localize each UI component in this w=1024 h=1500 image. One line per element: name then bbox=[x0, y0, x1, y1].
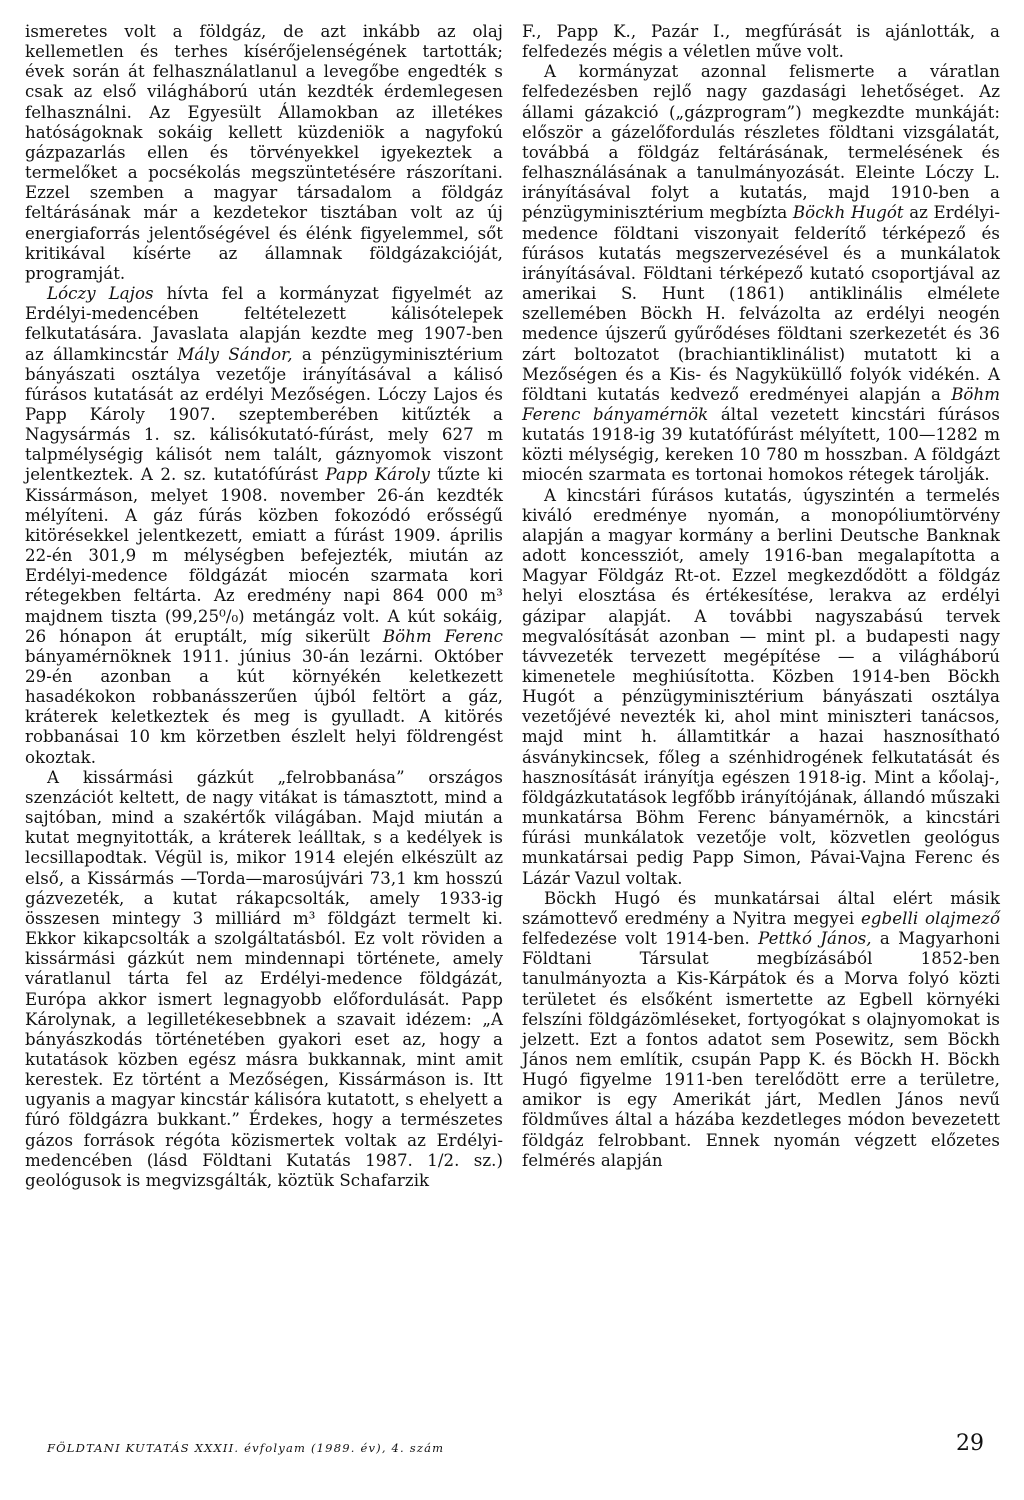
left-p1-text: ismeretes volt a földgáz, de azt inkább az olaj kellemetlen és terhes kísérőjelenségének tartották; évek során át felhasználatlanul a levegőbe engedték s csak az első világháború után kezdték érdemlegesen felhasználni. Az Egyesült Államokban az illetékes hatóságoknak sokáig kellett küzdeniök a nagyfokú gázpazarlás ellen és törvényekkel igyekeztek a termelőket a pocsékolás megszüntetésére rászorítani. Ezzel szemben a magyar társadalom a földgáz feltárásának már a kezdetekor tisztában volt az új energiaforrás jelentőségével és élénk figyelemmel, sőt kritikával kísérte az államnak földgázakcióját, programját. bbox=[25, 22, 503, 283]
page-number: 29 bbox=[956, 1431, 984, 1456]
right-p4-text-b: felfedezése volt 1914-ben. bbox=[522, 929, 759, 949]
footer-journal: FÖLDTANI KUTATÁS XXXII. évfolyam (1989. év), 4. szám bbox=[47, 1441, 445, 1455]
name-pettko-janos: Pettkó János, bbox=[758, 929, 872, 949]
right-paragraph-4 bbox=[522, 889, 1000, 1171]
name-bohm: Böhm Ferenc bbox=[382, 626, 503, 646]
left-p2-text-c: tűzte ki Kissármáson, melyet 1908. november 26-án kezdték mélyíteni. A gáz fúrás közben fokozódó erősségű kitörésekkel jelentkezett, emiatt a fúrást 1909. április 22-én 301,9 m mélységben befejezték, miután az Erdélyi-medence földgázát miocén szarmata kori rétegekben feltárta. Az eredmény napi 864 000 m³ majdnem tiszta (99,25⁰/₀) metángáz volt. A kút sokáig, 26 hónapon át eruptált, míg sikerült bbox=[25, 465, 503, 646]
right-paragraph-1 bbox=[522, 22, 1000, 62]
name-bohm-ferenc-banyamernok: Böhm Ferenc bányamérnök bbox=[522, 384, 1000, 424]
name-loczy: Lóczy Lajos bbox=[47, 284, 154, 304]
name-maly: Mály Sándor, bbox=[177, 344, 293, 364]
right-paragraph-3 bbox=[522, 486, 1000, 889]
name-bockh-hugot: Böckh Hugót bbox=[792, 203, 904, 223]
left-paragraph-1 bbox=[25, 22, 503, 284]
right-p4-text-a: Böckh Hugó és munkatársai által elért másik számottevő eredmény a Nyitra megyei bbox=[522, 888, 1000, 928]
right-column bbox=[522, 22, 1000, 1171]
left-p2-text-a: hívta fel a kormányzat figyelmét az Erdélyi-medencében feltételezett kálisótelepek felkutatására. Javaslata alapján kezdte meg 1907-ben az államkincstár bbox=[25, 284, 503, 364]
right-p4-text-c: a Magyarhoni Földtani Társulat megbízásából 1852-ben tanulmányozta a Kis-Kárpátok és a Morva folyó közti területet és elsőként ismertette az Egbell környéki felszíni földgázömléseket, fortyogókat s olajnyomokat is jelzett. Ezt a fontos adatot sem Posewitz, sem Böckh János nem említik, csupán Papp K. és Böckh H. Böckh Hugó figyelme 1911-ben terelődött erre a területre, amikor is egy Amerikát járt, Medlen János nevű földműves által a házába kezdetleges módon bevezetett földgáz felrobbant. Ennek nyomán végzett előzetes felmérés alapján bbox=[522, 929, 1000, 1170]
right-p3-text: A kincstári fúrásos kutatás, úgyszintén a termelés kiváló eredménye nyomán, a monopóliumtörvény alapján a magyar kormány a berlini Deutsche Banknak adott koncessziót, amely 1916-ban megalapította a Magyar Földgáz Rt-ot. Ezzel megkezdődött a földgáz helyi elosztása és értékesítése, lerakva az erdélyi gázipar alapját. A további nagyszabású tervek megvalósítását azonban — mint pl. a budapesti nagy távvezeték tervezett megépítése — a világháború kimenetele meghiúsította. Közben 1914-ben Böckh Hugót a pénzügyminisztérium bányászati osztálya vezetőjévé nevezték ki, ahol mint miniszteri tanácsos, majd mint h. államtitkár a hazai hasznosítható ásványkincsek, főleg a szénhidrogének felkutatását és hasznosítását irányítja egészen 1918-ig. Mint a kőolaj-, földgázkutatások legfőbb irányítójának, állandó műszaki munkatársa Böhm Ferenc bányamérnök, a kincstári fúrási munkálatok vezetője volt, közvetlen geológus munkatársai pedig Papp Simon, Pávai-Vajna Ferenc és Lázár Vazul voltak. bbox=[522, 485, 1000, 888]
right-p1-text: F., Papp K., Pazár I., megfúrását is ajánlották, a felfedezés mégis a véletlen műve volt. bbox=[522, 22, 1000, 62]
left-p3-text: A kissármási gázkút „felrobbanása” országos szenzációt keltett, de nagy vitákat is támasztott, mind a sajtóban, mind a szakértők világában. Majd miután a kutat megnyitották, a kráterek leálltak, s a kedélyek is lecsillapodtak. Végül is, mikor 1914 elején elkészült az első, a Kissármás —Torda—marosújvári 73,1 km hosszú gázvezeték, a kutat rákapcsolták, amely 1933-ig összesen mintegy 3 milliárd m³ földgázt termelt ki. Ekkor kikapcsolták a szolgáltatásból. Ez volt röviden a kissármási gázkút nem mindennapi története, amely váratlanul tárta fel az Erdélyi-medence földgázát, Európa akkor ismert legnagyobb előfordulását. Papp Károlynak, a legilletékesebbnek a szavait idézem: „A bányászkodás történetében gyakori eset az, hogy a kutatások közben egész másra bukkannak, mint amit kerestek. Ez történt a Mezőségen, Kissármáson is. Itt ugyanis a magyar kincstár kálisóra kutatott, s ehelyett a fúró földgázra bukkant.” Érdekes, hogy a természetes gázos források régóta közismertek voltak az Erdélyi-medencében (lásd Földtani Kutatás 1987. 1/2. sz.) geológusok is megvizsgálták, köztük Schafarzik bbox=[25, 767, 503, 1190]
left-paragraph-2 bbox=[25, 284, 503, 768]
left-paragraph-3 bbox=[25, 768, 503, 1191]
name-papp: Papp Károly bbox=[325, 465, 430, 485]
left-p2-text-b: a pénzügyminisztérium bányászati osztálya vezetője irányításával a kálisó fúrásos kutatását az erdélyi Mezőségen. Lóczy Lajos és Papp Károly 1907. szeptemberében kitűzték a Nagysármás 1. sz. kálisókutató-fúrást, mely 627 m talpmélységig kálisót nem talált, gáznyomok viszont jelentkeztek. A 2. sz. kutatófúrást bbox=[25, 344, 503, 485]
left-column bbox=[25, 22, 503, 1191]
right-p2-text-b: az Erdélyi-medence földtani viszonyait felderítő térképező és fúrásos kutatás megszervezésével és a munkálatok irányításával. Földtani térképező kutató csoportjával az amerikai S. Hunt (1861) antiklinális elmélete szellemében Böckh H. felvázolta az erdélyi neogén medence újszerű gyűrődéses földtani szerkezetét és 36 zárt boltozatot (brachiantiklinálist) mutatott ki a Mezőségen és a Kis- és Nagyküküllő folyók vidékén. A földtani kutatás kedvező eredményei alapján a bbox=[522, 203, 1000, 404]
right-paragraph-2 bbox=[522, 62, 1000, 485]
name-egbelli-olajmezo: egbelli olajmező bbox=[861, 908, 1000, 928]
right-p2-text-a: A kormányzat azonnal felismerte a váratlan felfedezésben rejlő nagy gazdasági lehetőséget. Az állami gázakció („gázprogram”) megkezdte munkáját: először a gázelőfordulás részletes földtani vizsgálatát, továbbá a földgáz feltárásának, termelésének és felhasználásának a tanulmányozását. Eleinte Lóczy L. irányításával folyt a kutatás, majd 1910-ben a pénzügyminisztérium megbízta bbox=[522, 62, 1000, 223]
left-p2-text-d: bányamérnöknek 1911. június 30-án lezárni. Október 29-én azonban a kút környékén keletkezett hasadékokon robbanásszerűen újból feltört a gáz, kráterek keletkeztek és meg is gyulladt. A kitörés robbanásai 10 km körzetben észlelt helyi földrengést okoztak. bbox=[25, 646, 503, 767]
right-p2-text-c: által vezetett kincstári fúrásos kutatás 1918-ig 39 kutatófúrást mélyített, 100—1282 m közti mélységig, kereken 10 780 m hosszban. A földgázt miocén szarmata es tortonai homokos rétegek tárolják. bbox=[522, 404, 1001, 485]
